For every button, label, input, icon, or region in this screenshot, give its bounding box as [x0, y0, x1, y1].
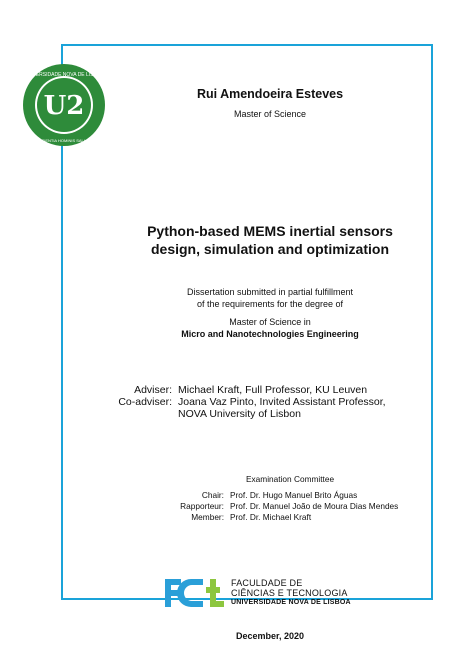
seal-ring-text: UNIVERSIDADE NOVA DE LISBOA	[23, 72, 105, 78]
committee-row	[150, 512, 398, 523]
title-line-2: design, simulation and optimization	[150, 241, 389, 257]
committee-row	[150, 501, 398, 512]
co-adviser-row	[100, 396, 386, 420]
statement-line-1: Dissertation submitted in partial fulfillment	[186, 287, 354, 297]
committee-member: Prof. Dr. Hugo Manuel Brito Águas	[230, 490, 358, 500]
examination-committee	[150, 474, 398, 523]
committee-role: Member:	[191, 512, 224, 522]
title-line-1: Python-based MEMS inertial sensors	[147, 223, 393, 239]
committee-row	[150, 490, 398, 501]
co-adviser-affiliation: NOVA University of Lisbon	[178, 408, 301, 420]
adviser-label: Adviser:	[134, 384, 172, 396]
statement-line-2: of the requirements for the degree of	[196, 299, 344, 309]
committee-role: Rapporteur:	[180, 501, 224, 511]
logo-line-1: FACULDADE DE	[231, 578, 303, 588]
logo-line-2: CIÊNCIAS E TECNOLOGIA	[231, 588, 348, 598]
committee-member: Prof. Dr. Michael Kraft	[230, 512, 312, 522]
fct-logo	[165, 578, 351, 608]
program-name: Micro and Nanotechnologies Engineering	[181, 329, 359, 339]
thesis-title	[90, 222, 450, 258]
co-adviser-label: Co-adviser:	[118, 396, 172, 408]
submission-date: December, 2020	[235, 631, 305, 641]
statement-line-3: Master of Science in	[229, 317, 311, 327]
co-adviser-name: Joana Vaz Pinto, Invited Assistant Professor,	[178, 396, 386, 408]
fct-mark-icon	[165, 579, 225, 607]
adviser-name: Michael Kraft, Full Professor, KU Leuven	[178, 384, 368, 396]
fct-logo-text	[231, 578, 351, 608]
degree-label: Master of Science	[233, 109, 307, 119]
seal-bottom-text: SCIENTIA HOMINIS SALUS	[38, 138, 90, 143]
committee-role: Chair:	[201, 490, 224, 500]
author-name: Rui Amendoeira Esteves	[196, 87, 344, 101]
committee-heading: Examination Committee	[246, 474, 335, 484]
dissertation-statement	[90, 286, 450, 340]
committee-member: Prof. Dr. Manuel João de Moura Dias Mendes	[230, 501, 399, 511]
seal-center-text: U2	[43, 91, 85, 121]
university-seal-logo	[21, 62, 107, 148]
logo-line-3: UNIVERSIDADE NOVA DE LISBOA	[231, 599, 351, 606]
advisers-block	[100, 384, 386, 420]
adviser-row	[100, 384, 386, 396]
